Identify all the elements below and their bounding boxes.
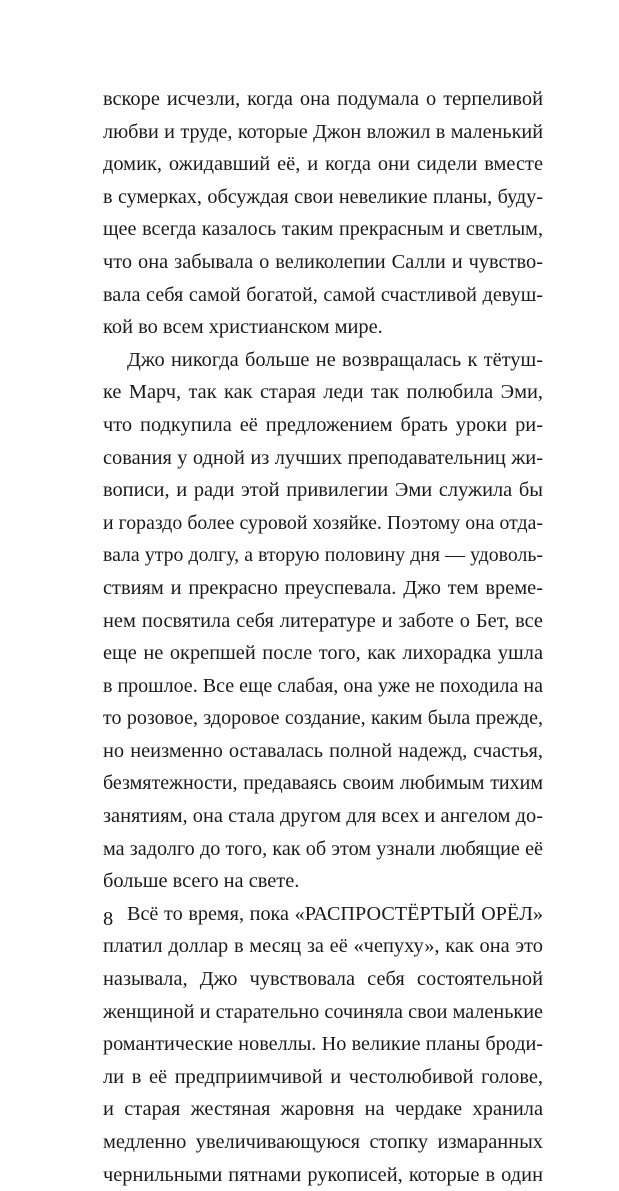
paragraph — [103, 83, 543, 344]
text-line: что она забывала о великолепии Салли и чувство- — [103, 250, 543, 273]
text-line: еще не окрепшей после того, как лихорадка ушла — [103, 642, 543, 665]
body-text — [103, 83, 543, 1191]
text-line: вала себя самой богатой, самой счастливой девуш- — [103, 283, 543, 306]
text-line: ли в её предприимчивой и честолюбивой голове, — [103, 1065, 543, 1088]
text-line: Джо никогда больше не возвращалась к тётуш- — [127, 348, 543, 371]
text-line: больше всего на свете. — [103, 870, 300, 893]
text-line: то розовое, здоровое создание, каким была прежде, — [103, 707, 543, 730]
text-line: домик, ожидавший её, и когда они сидели вместе — [103, 153, 543, 176]
text-line: в прошлое. Все еще слабая, она уже не походила на — [103, 674, 543, 697]
text-line: вала утро долгу, а вторую половину дня — удоволь- — [103, 544, 543, 567]
text-line: щее всегда казалось таким прекрасным и светлым, — [103, 218, 543, 241]
paragraph — [103, 344, 543, 898]
paragraph — [103, 898, 543, 1191]
text-line: платил доллар в месяц за её «чепуху», как она это — [103, 935, 543, 958]
text-line: кой во всем христианском мире. — [103, 316, 383, 339]
text-line: но неизменно оставалась полной надежд, счастья, — [103, 739, 543, 762]
text-line: женщиной и старательно сочиняла свои маленькие — [103, 1000, 543, 1023]
text-line: романтические новеллы. Но великие планы броди- — [103, 1033, 543, 1056]
text-line: в сумерках, обсуждая свои невеликие планы, буду- — [103, 185, 543, 208]
text-line: любви и труде, которые Джон вложил в маленький — [103, 120, 543, 143]
text-line: чернильными пятнами рукописей, которые в один — [103, 1163, 543, 1186]
text-line: медленно увеличивающуюся стопку измаранных — [103, 1131, 543, 1153]
text-line: сования у одной из лучших преподавательниц жи- — [103, 446, 543, 469]
text-line: ке Марч, так как старая леди так полюбила Эми, — [103, 381, 543, 404]
text-line: Всё то время, пока «РАСПРОСТЁРТЫЙ ОРЁЛ» — [127, 902, 543, 925]
text-line: и старая жестяная жаровня на чердаке хранила — [103, 1098, 543, 1121]
text-line: вскоре исчезли, когда она подумала о терпеливой — [103, 88, 543, 110]
text-line: и гораздо более суровой хозяйке. Поэтому она отда- — [103, 511, 543, 534]
page-number: 8 — [103, 908, 114, 930]
text-line: вописи, и ради этой привилегии Эми служила бы — [103, 479, 543, 502]
text-line: ма задолго до того, как об этом узнали любящие её — [103, 837, 543, 860]
text-line: безмятежности, предаваясь своим любимым тихим — [103, 772, 543, 795]
text-line: занятиям, она стала другом для всех и ангелом до- — [103, 805, 543, 828]
text-line: нем посвятила себя литературе и заботе о Бет, все — [103, 609, 543, 632]
text-line: называла, Джо чувствовала себя состоятельной — [103, 968, 543, 991]
text-line: что подкупила её предложением брать уроки ри- — [103, 413, 543, 436]
text-line: ствиям и прекрасно преуспевала. Джо тем време- — [103, 576, 543, 599]
